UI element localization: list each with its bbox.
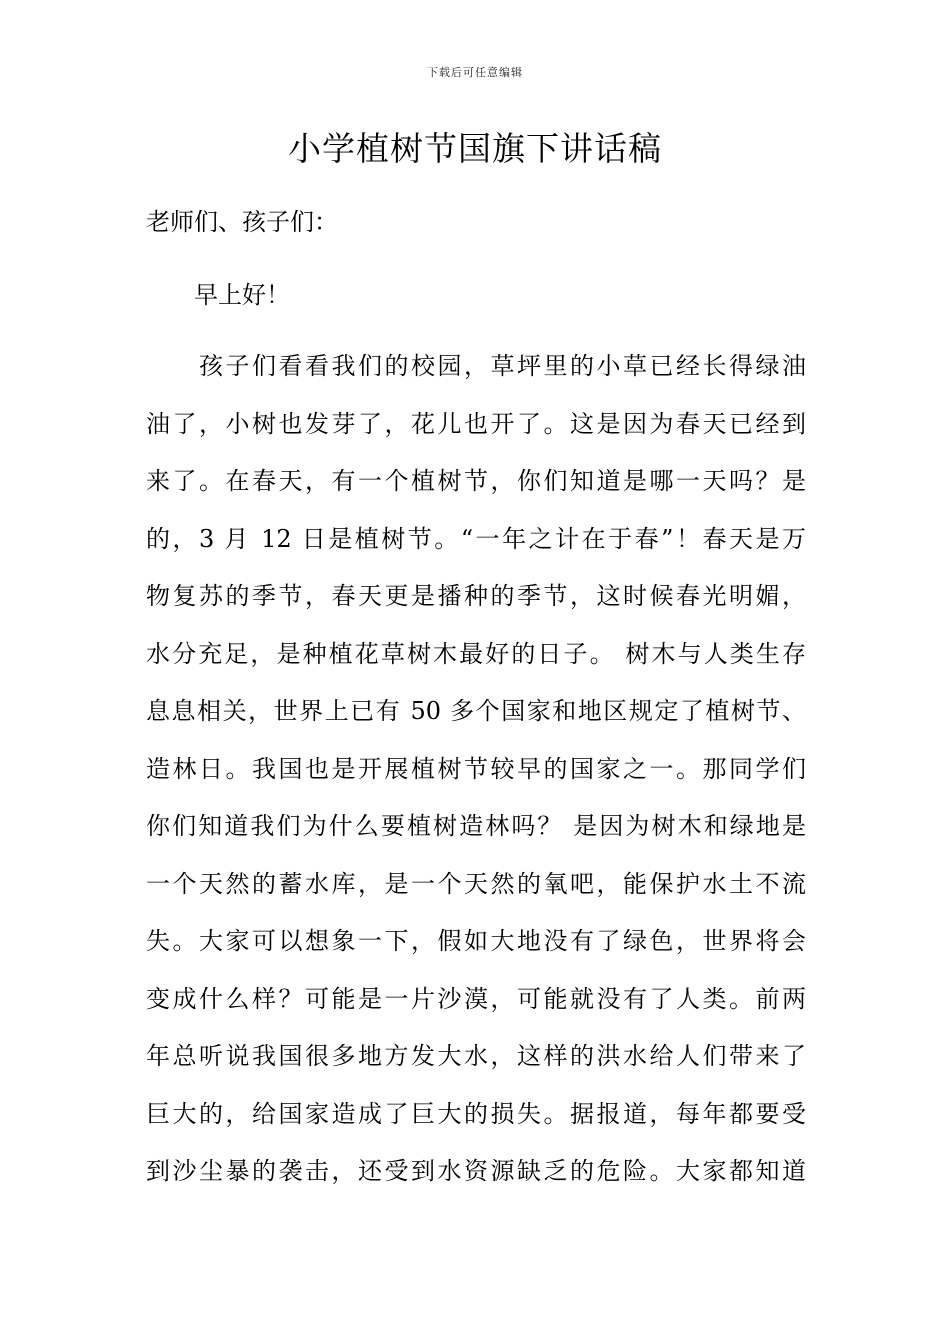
body-line: 的，3 月 12 日是植树节。“一年之计在于春”！春天是万 [146, 524, 806, 553]
body-line: 你们知道我们为什么要植树造林吗？ 是因为树木和绿地是 [146, 812, 806, 840]
body-line: 一个天然的蓄水库，是一个天然的氧吧，能保护水土不流 [146, 869, 806, 898]
body-line: 年总听说我国很多地方发大水，这样的洪水给人们带来了 [146, 1042, 806, 1070]
header-note: 下载后可任意编辑 [427, 66, 523, 79]
body-line: 孩子们看看我们的校园，草坪里的小草已经长得绿油 [146, 352, 806, 380]
body-line: 水分充足，是种植花草树木最好的日子。 树木与人类生存 [146, 639, 806, 668]
body-line: 息息相关，世界上已有 50 多个国家和地区规定了植树节、 [146, 697, 806, 725]
body-line: 巨大的，给国家造成了巨大的损失。据报道，每年都要受 [146, 1099, 806, 1128]
document-title: 小学植树节国旗下讲话稿 [288, 129, 662, 168]
body-paragraph [146, 338, 806, 1201]
greeting: 早上好！ [194, 281, 290, 309]
body-line: 造林日。我国也是开展植树节较早的国家之一。那同学们 [146, 754, 806, 783]
body-line: 来了。在春天，有一个植树节，你们知道是哪一天吗？是 [146, 467, 806, 495]
salutation: 老师们、孩子们： [146, 208, 338, 236]
body-line: 物复苏的季节，春天更是播种的季节，这时候春光明媚， [146, 582, 806, 610]
body-line: 油了，小树也发芽了，花儿也开了。这是因为春天已经到 [146, 409, 806, 438]
body-line: 变成什么样？可能是一片沙漠，可能就没有了人类。前两 [146, 984, 806, 1013]
body-line: 失。大家可以想象一下，假如大地没有了绿色，世界将会 [146, 927, 806, 955]
body-line: 到沙尘暴的袭击，还受到水资源缺乏的危险。大家都知道 [146, 1157, 806, 1185]
